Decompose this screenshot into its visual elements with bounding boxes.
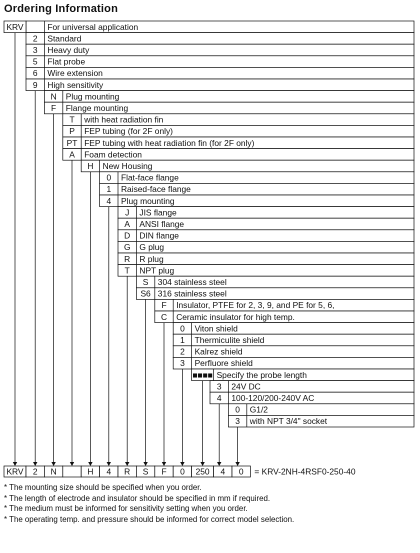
option-code: 9 (32, 79, 38, 90)
connector-group-5-arrow (125, 462, 129, 466)
option-description: FEP tubing with heat radiation fin (for 2F only) (84, 137, 255, 148)
example-code-cell (81, 466, 99, 477)
option-row-0-0 (26, 21, 414, 33)
page-title: Ordering Information (4, 3, 118, 15)
option-description: High sensitivity (47, 79, 104, 90)
option-code: T (69, 114, 75, 125)
example-code: KRV (6, 466, 24, 477)
example-code: H (87, 466, 94, 477)
example-code-cell (118, 466, 136, 477)
code-boxes (4, 21, 414, 427)
option-code: S6 (140, 288, 151, 299)
option-description: 316 stainless steel (157, 288, 227, 299)
option-code: A (69, 149, 75, 160)
option-code: C (160, 311, 168, 322)
option-row-4-2 (100, 195, 414, 207)
example-code-row (4, 466, 356, 477)
option-description: Viton shield (194, 323, 238, 334)
example-code-cell (4, 466, 26, 477)
option-row-8-3 (173, 357, 414, 369)
connector-group-3-arrow (88, 462, 92, 466)
option-code: 6 (32, 68, 38, 79)
root-code-box (4, 21, 26, 33)
example-code: 0 (180, 466, 185, 477)
option-code: 3 (32, 45, 38, 55)
example-code-cell (44, 466, 62, 477)
option-code: 1 (180, 335, 185, 345)
option-row-1-0 (44, 91, 414, 103)
option-description: Ceramic insulator for high temp. (176, 311, 295, 322)
option-row-4-1 (100, 183, 414, 195)
option-code: 2 (32, 33, 38, 44)
option-code: N (50, 91, 57, 102)
option-row-8-2 (173, 346, 414, 358)
note-item: * The mounting size should be specified when you order. (4, 483, 202, 492)
example-code: R (124, 466, 131, 477)
option-code: F (161, 300, 167, 311)
option-code: D (124, 230, 131, 241)
option-code: S (142, 277, 149, 287)
option-description: Kalrez shield (194, 346, 243, 357)
option-code: R (124, 253, 131, 264)
option-code: 3 (235, 416, 240, 427)
option-row-6-1 (136, 288, 414, 300)
option-code: F (51, 103, 57, 113)
option-code: PT (66, 137, 78, 148)
option-description: FEP tubing (for 2F only) (84, 126, 173, 137)
note-item: * The operating temp. and pressure should be informed for correct model selection. (4, 514, 295, 524)
option-row-5-0 (118, 207, 414, 219)
option-code: T (124, 265, 130, 276)
option-description: Flat probe (47, 56, 86, 67)
note-item: * The length of electrode and insulator should be specified in mm if required. (4, 493, 271, 503)
connector-group-4-arrow (107, 462, 111, 466)
example-code: 250 (195, 466, 210, 477)
connector-group-9-arrow (200, 462, 204, 466)
connector-group-11-arrow (235, 462, 239, 466)
option-code: ■■■■ (192, 369, 213, 380)
option-row-0-2 (26, 44, 414, 56)
connector-group-2-arrow (70, 462, 74, 466)
example-code-cell (232, 466, 250, 477)
option-code: 4 (106, 195, 112, 206)
option-row-7-1 (155, 311, 414, 323)
option-description: Wire extension (47, 68, 103, 79)
option-row-5-4 (118, 253, 414, 265)
option-description: Raised-face flange (121, 184, 191, 195)
connector-group-10-arrow (217, 462, 221, 466)
example-code-cell (136, 466, 154, 477)
example-code-cell (63, 466, 81, 477)
connector-root-arrow (13, 462, 17, 466)
option-code: 0 (180, 323, 185, 334)
option-description: 24V DC (231, 381, 261, 392)
option-description: 100-120/200-240V AC (231, 393, 315, 403)
option-row-11-0 (228, 404, 414, 416)
option-description: G1/2 (249, 404, 268, 415)
option-description: Flat-face flange (121, 172, 179, 183)
option-row-5-3 (118, 241, 414, 253)
connector-group-0-arrow (33, 462, 37, 466)
option-description: Flange mounting (65, 103, 129, 113)
example-code-cell (155, 466, 173, 477)
option-code: 1 (106, 184, 112, 195)
option-row-11-1 (228, 415, 414, 427)
option-row-7-0 (155, 299, 414, 311)
example-code-cell (173, 466, 191, 477)
option-row-2-2 (63, 137, 414, 149)
option-description: with NPT 3/4" socket (249, 416, 328, 427)
example-code: F (161, 466, 167, 477)
option-description: Thermiculite shield (194, 335, 265, 345)
option-description: NPT plug (139, 265, 175, 276)
connector-group-7-arrow (162, 462, 166, 466)
option-row-4-0 (100, 172, 414, 184)
option-description: R plug (139, 253, 164, 264)
connector-group-8-arrow (180, 462, 184, 466)
option-row-1-1 (44, 102, 414, 114)
connector-group-1-arrow (51, 462, 55, 466)
option-row-10-0 (210, 381, 414, 393)
option-code: G (123, 242, 131, 253)
example-code: 0 (238, 466, 244, 477)
option-description: Perfluore shield (194, 358, 253, 369)
option-code: A (124, 219, 130, 229)
option-description: with heat radiation fin (84, 114, 164, 125)
option-row-10-1 (210, 392, 414, 404)
option-description: JIS flange (139, 207, 177, 218)
example-result: = KRV-2NH-4RSF0-250-40 (254, 466, 356, 477)
option-description: Foam detection (84, 149, 142, 160)
option-row-0-5 (26, 79, 414, 91)
option-row-3-0 (81, 160, 414, 172)
example-code-cell (214, 466, 232, 477)
option-description: DIN flange (139, 230, 179, 241)
example-code-cell (192, 466, 214, 477)
option-description: 304 stainless steel (157, 277, 227, 287)
option-row-5-1 (118, 218, 414, 230)
example-code: 2 (32, 466, 38, 477)
option-code: P (69, 126, 75, 137)
example-code-cell (100, 466, 118, 477)
option-description: Plug mounting (121, 195, 175, 206)
option-row-0-4 (26, 67, 414, 79)
example-code: 4 (220, 466, 226, 477)
connector-group-6-arrow (143, 462, 147, 466)
option-row-2-3 (63, 149, 414, 161)
option-row-5-2 (118, 230, 414, 242)
option-code: 3 (180, 358, 185, 369)
option-row-9-0 (192, 369, 414, 381)
option-description: For universal application (47, 21, 139, 32)
option-row-8-0 (173, 323, 414, 335)
option-description: Insulator, PTFE for 2, 3, 9, and PE for 5, 6, (176, 300, 335, 311)
option-code: 2 (180, 346, 185, 357)
example-code-cell (26, 466, 44, 477)
option-row-0-3 (26, 56, 414, 68)
ordering-notes (4, 483, 416, 525)
option-row-6-0 (136, 276, 414, 288)
option-row-2-1 (63, 125, 414, 137)
option-code: H (87, 161, 94, 171)
option-code: 3 (216, 381, 222, 392)
option-description: G plug (139, 242, 165, 253)
option-description: Specify the probe length (216, 369, 307, 380)
option-row-0-1 (26, 33, 414, 45)
option-code: 4 (216, 393, 222, 403)
option-row-2-0 (63, 114, 414, 126)
option-description: New Housing (102, 161, 153, 171)
option-description: Standard (47, 33, 82, 44)
option-code: 0 (235, 404, 240, 415)
option-description: Heavy duty (47, 45, 90, 55)
example-code: 4 (106, 466, 112, 477)
option-code: 0 (106, 172, 112, 183)
example-code: S (142, 466, 149, 477)
option-code: 5 (32, 56, 38, 67)
option-row-5-5 (118, 265, 414, 277)
option-description: ANSI flange (139, 219, 185, 229)
option-code: J (125, 207, 130, 218)
note-item: * The medium must be informed for sensitivity setting when you order. (4, 504, 248, 514)
option-row-8-1 (173, 334, 414, 346)
root-code: KRV (6, 21, 24, 32)
option-description: Plug mounting (65, 91, 120, 102)
example-code: N (50, 466, 57, 477)
